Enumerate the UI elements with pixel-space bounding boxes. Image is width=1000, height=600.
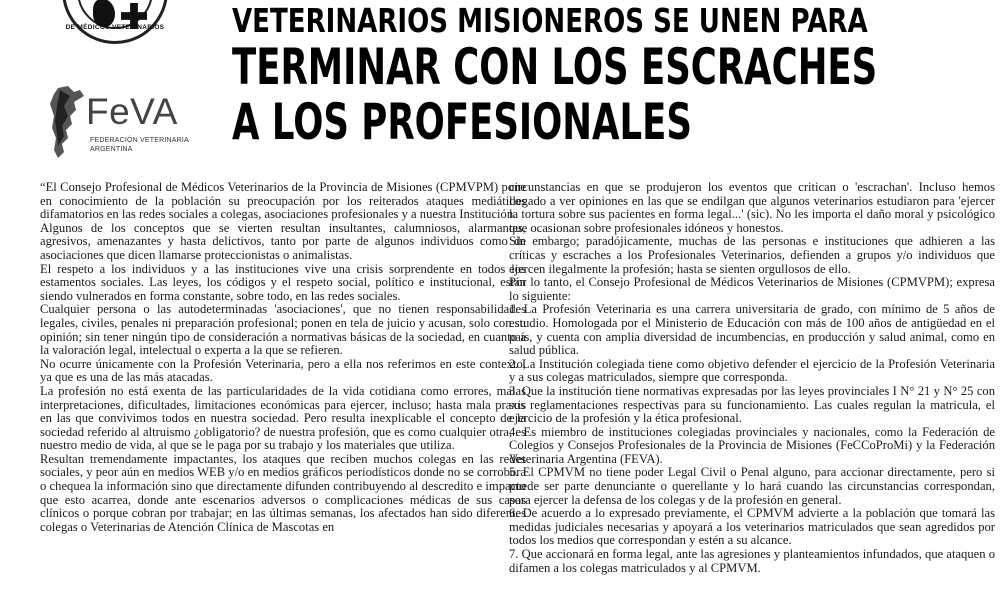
- article-paragraph: La profesión no está exenta de las particularidades de la vida cotidiana como errores, malas interpretaciones, dificultades, limitaciones económicas para ejercer, incluso; hasta mala praxis en las que convivimos todos en nuestra sociedad. Pero resulta inexplicable el concepto de la sociedad referido al altruismo ¿obligatorio? de nuestra profesión, que es como cualquier otra, es nuestro medio de vida, al que se le paga por su trabajo y los materiales que utiliza.: [40, 383, 526, 453]
- article-paragraph: circunstancias en que se produjeron los eventos que critican o 'escrachan'. Incluso hemos llegado a ver opiniones en las que se endilgan que algunos veterinarios estudiaron para 'ejercer la tortura sobre sus pacientes en forma legal...' (sic). No les importa el daño moral y psicológico que ocasionan sobre profesionales idóneos y honestos.: [509, 180, 995, 235]
- feva-wordmark: FeVA: [86, 91, 178, 132]
- article-paragraph: Sin embargo; paradójicamente, muchas de las personas e instituciones que adhieren a las críticas y escraches a los Profesionales Veterinarios, defienden a grupos y/o individuos que ejercen ilegalmente la profesión; hasta se sienten orgullosos de ello.: [509, 234, 995, 276]
- list-item: 4. Es miembro de instituciones colegiadas provinciales y nacionales, como la Federación de Colegios y Consejos Profesionales de la Provincia de Misiones (FeCCoProMi) y la Federación Veterinaria Argentina (FEVA).: [509, 424, 995, 466]
- cpmv-seal-logo: [62, 0, 168, 44]
- logo-area: [0, 0, 230, 170]
- article-paragraph: Por lo tanto, el Consejo Profesional de Médicos Veterinarios de Misiones (CPMVPM); expresa lo siguiente:: [509, 275, 995, 303]
- feva-subtitle-line-1: FEDERACIÓN VETERINARIA: [90, 137, 189, 144]
- argentina-map-icon: [44, 86, 86, 158]
- article-paragraph: No ocurre únicamente con la Profesión Veterinaria, pero a ella nos referimos en este contexto, ya que es una de las más atacadas.: [40, 356, 526, 385]
- headline-line-1: VETERINARIOS MISIONEROS SE UNEN PARA: [232, 1, 868, 40]
- feva-subtitle: [90, 136, 189, 154]
- article-column-right: [509, 181, 995, 575]
- article-paragraph: “El Consejo Profesional de Médicos Veterinarios de la Provincia de Misiones (CPMVPM) pone en conocimiento de la población su preocupación por los reiterados ataques mediáticos difamatorios en las redes sociales a colegas, asociaciones profesionales y a nuestra Institución.: [40, 180, 526, 222]
- list-item: 3. Que la institución tiene normativas expresadas por las leyes provinciales I N° 21 y N° 25 con sus reglamentaciones respectivas para su funcionamiento. Las cuales regulan la matricula, el ejercicio de la profesión y la ética profesional.: [509, 383, 995, 426]
- article-paragraph: Algunos de los conceptos que se vierten resultan insultantes, calumniosos, alarmantes, agresivos, amenazantes y hasta delictivos, tanto por parte de algunos individuos como de asociaciones que dicen llamarse proteccionistas o animalistas.: [40, 220, 526, 262]
- feva-subtitle-line-2: ARGENTINA: [90, 146, 133, 153]
- list-item: 6. De acuerdo a lo expresado previamente, el CPMVM advierte a la población que tomará las medidas judiciales necesarias y apoyará a los veterinarios matriculados que sean agredidos por todos los medios que correspondan y estén a su alcance.: [509, 506, 995, 548]
- headline-line-2: TERMINAR CON LOS ESCRACHES: [232, 38, 878, 96]
- headline-line-3: A LOS PROFESIONALES: [232, 93, 692, 151]
- list-item: 7. Que accionará en forma legal, ante las agresiones y planteamientos infundados, que ataquen o difamen a los colegas matriculados y al CPMVM.: [509, 547, 995, 575]
- list-item: 2. La Institución colegiada tiene como objetivo defender el ejercicio de la Profesión Veterinaria y a sus colegas matriculados, siempre que corresponda.: [509, 356, 995, 385]
- article-column-left: [40, 181, 526, 534]
- list-item: 1. La Profesión Veterinaria es una carrera universitaria de grado, con mínimo de 5 años de estudio. Homologada por el Ministerio de Educación con más de 100 años de antigüedad en el país, y cuenta con amplia diversidad de incumbencias, en producción y salud animal, como en salud pública.: [509, 302, 995, 358]
- list-item: 5. El CPMVM no tiene poder Legal Civil o Penal alguno, para accionar directamente, pero si puede ser parte denunciante o querellante y lo hará cuando las circunstancias correspondan, para ejercer la defensa de los colegas y de la profesión en general.: [509, 465, 995, 507]
- seal-text: DE MÉDICOS VETERINARIOS: [65, 24, 165, 31]
- article-paragraph: Cualquier persona o las autodeterminadas 'asociaciones', que no tienen responsabilidades legales, civiles, penales ni preparación profesional; ponen en tela de juicio y acusan, solo con su opinión; sin tener ningún tipo de consideración a normativas básicas de la sociedad, en cuanto a la valoración legal, intelectual o experta a la que se refieren.: [40, 302, 526, 358]
- article-paragraph: Resultan tremendamente impactantes, los ataques que reciben muchos colegas en las redes sociales, y peor aún en medios WEB y/o en medios gráficos periodísticos donde no se corrobora o chequea la información sino que directamente difunden contribuyendo al descredito e impacto que esto acarrea, donde ante escenarios adversos o complicaciones médicas de sus casos clínicos o porque cobran por trabajar; en las últimas semanas, los afectados han sido diferentes colegas o Veterinarias de Atención Clínica de Mascotas en: [40, 451, 526, 534]
- leaf-icon: [93, 0, 115, 27]
- article-paragraph: El respeto a los individuos y a las instituciones vive una crisis sorprendente en todos los estamentos sociales. Las leyes, los códigos y el respeto social, político e institucional, están siendo vulnerados en forma constante, sobre todo, en las redes sociales.: [40, 261, 526, 303]
